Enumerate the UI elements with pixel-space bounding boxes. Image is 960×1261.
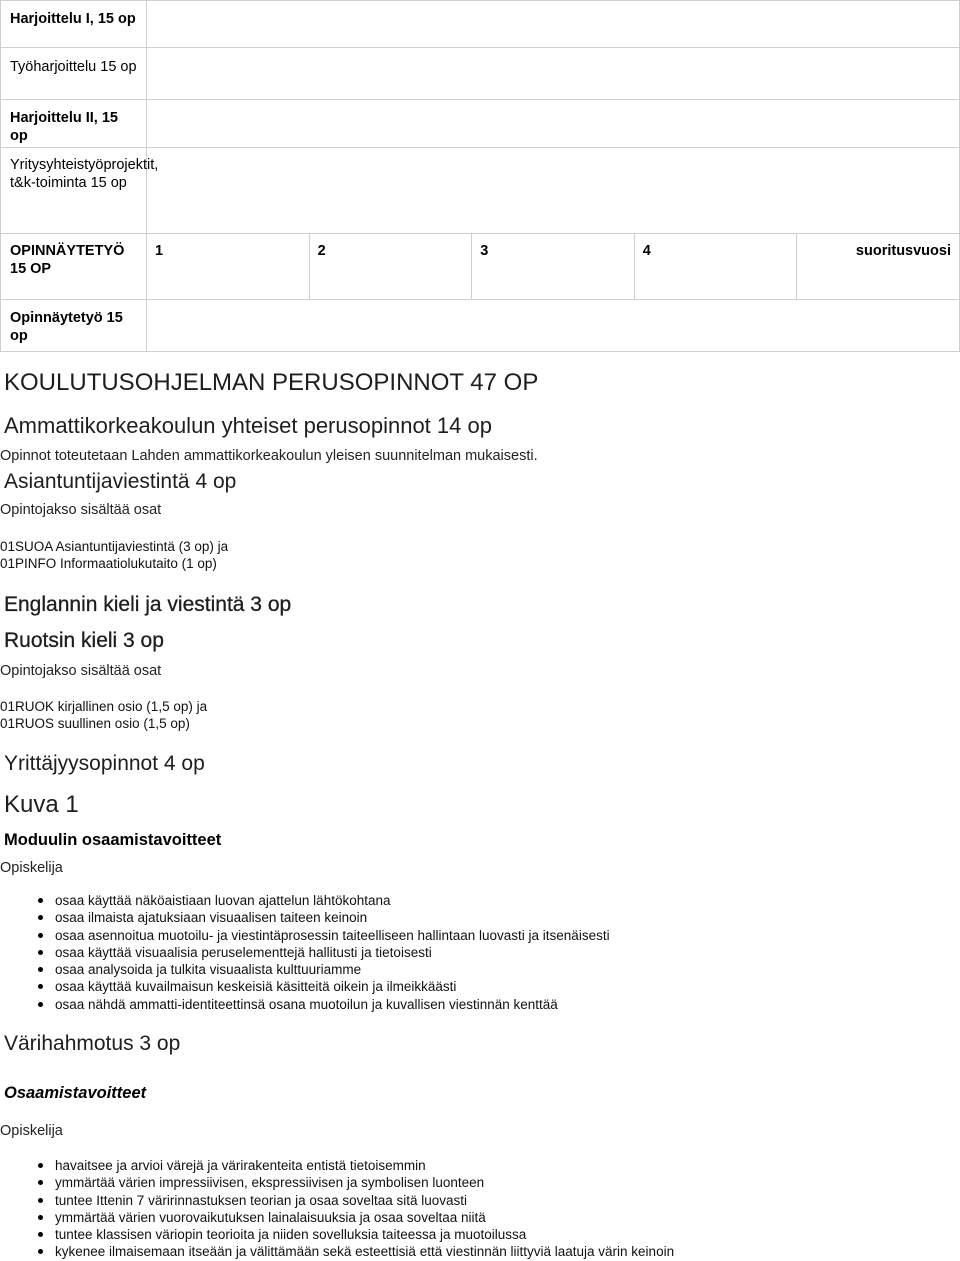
list-item: osaa nähdä ammatti-identiteettinsä osana muotoilun ja kuvallisen viestinnän kenttää [55, 996, 610, 1013]
year-header: 1 [147, 234, 310, 300]
contains-label: Opintojakso sisältää osat [0, 663, 162, 679]
year-header: 3 [472, 234, 635, 300]
list-item: tuntee klassisen väriopin teorioita ja niiden sovelluksia taiteessa ja muotoilussa [55, 1226, 674, 1243]
year-header: 2 [309, 234, 472, 300]
list-item: kykenee ilmaisemaan itseään ja välittämään sekä esteettisiä että viestinnän liittyviä laatuja värin keinoin [55, 1244, 675, 1260]
list-item: osaa käyttää näköaistiaan luovan ajattelun lähtökohtana [55, 892, 610, 909]
course-name: Yritysyhteistyöprojektit, t&k-toiminta 15 op [1, 148, 147, 234]
course-name: Opinnäytetyö 15 op [1, 300, 147, 352]
list-item: osaa asennoitua muotoilu- ja viestintäprosessin taiteelliseen hallintaan luovasti ja itsenäisesti [55, 927, 610, 943]
goals-list [0, 892, 610, 1013]
yrittajyys-title: Yrittäjyysopinnot 4 op [4, 752, 205, 775]
list-item: osaa ilmaista ajatuksiaan visuaalisen taiteen keinoin [55, 909, 610, 926]
empty-cell [147, 300, 960, 352]
asiantuntija-title: Asiantuntijaviestintä 4 op [4, 470, 237, 493]
student-label: Opiskelija [0, 1123, 63, 1139]
course-name: Harjoittelu I, 15 op [1, 1, 147, 48]
empty-cell [147, 148, 960, 234]
part-line: 01RUOS suullinen osio (1,5 op) [0, 716, 190, 731]
table-row [1, 48, 960, 100]
course-name: OPINNÄYTETYÖ 15 OP [1, 234, 147, 300]
course-name: Harjoittelu II, 15 op [1, 100, 147, 148]
course-table [0, 0, 960, 352]
completion-year-header: suoritusvuosi [797, 234, 960, 300]
englanti-title: Englannin kieli ja viestintä 3 op [4, 593, 292, 616]
varihahmotus-title: Värihahmotus 3 op [4, 1032, 181, 1055]
main-title: KOULUTUSOHJELMAN PERUSOPINNOT 47 OP [4, 369, 539, 396]
list-item: ymmärtää värien impressiivisen, ekspressiivisen ja symbolisen luonteen [55, 1174, 674, 1191]
empty-cell [147, 48, 960, 100]
ruotsi-title: Ruotsin kieli 3 op [4, 629, 164, 652]
kuva-title: Kuva 1 [4, 791, 79, 818]
table-row [1, 234, 960, 300]
list-item: osaa käyttää kuvailmaisun keskeisiä käsitteitä oikein ja ilmeikkäästi [55, 978, 610, 995]
table-row [1, 1, 960, 48]
intro-text: Opinnot toteutetaan Lahden ammattikorkeakoulun yleisen suunnitelman mukaisesti. [0, 448, 538, 464]
goals-subtitle: Moduulin osaamistavoitteet [4, 831, 222, 849]
year-header: 4 [634, 234, 797, 300]
table-row [1, 100, 960, 148]
table-row [1, 300, 960, 352]
course-name: Työharjoittelu 15 op [1, 48, 147, 100]
student-label: Opiskelija [0, 860, 63, 876]
part-line: 01SUOA Asiantuntijaviestintä (3 op) ja [0, 539, 229, 554]
list-item: ymmärtää värien vuorovaikutuksen lainalaisuuksia ja osaa soveltaa niitä [55, 1209, 674, 1226]
empty-cell [147, 1, 960, 48]
part-line: 01RUOK kirjallinen osio (1,5 op) ja [0, 699, 208, 714]
list-item: tuntee Ittenin 7 väririnnastuksen teorian ja osaa soveltaa sitä luovasti [55, 1192, 674, 1209]
list-item: osaa analysoida ja tulkita visuaalista kulttuuriamme [55, 961, 610, 978]
contains-label: Opintojakso sisältää osat [0, 502, 162, 518]
goals-subtitle: Osaamistavoitteet [4, 1084, 147, 1102]
part-line: 01PINFO Informaatiolukutaito (1 op) [0, 556, 217, 571]
table-row [1, 148, 960, 234]
sub-title: Ammattikorkeakoulun yhteiset perusopinnot 14 op [4, 413, 492, 438]
list-item: osaa käyttää visuaalisia peruselementtejä hallitusti ja tietoisesti [55, 944, 610, 961]
goals-list [0, 1157, 674, 1261]
empty-cell [147, 100, 960, 148]
list-item: havaitsee ja arvioi värejä ja värirakenteita entistä tietoisemmin [55, 1157, 674, 1174]
